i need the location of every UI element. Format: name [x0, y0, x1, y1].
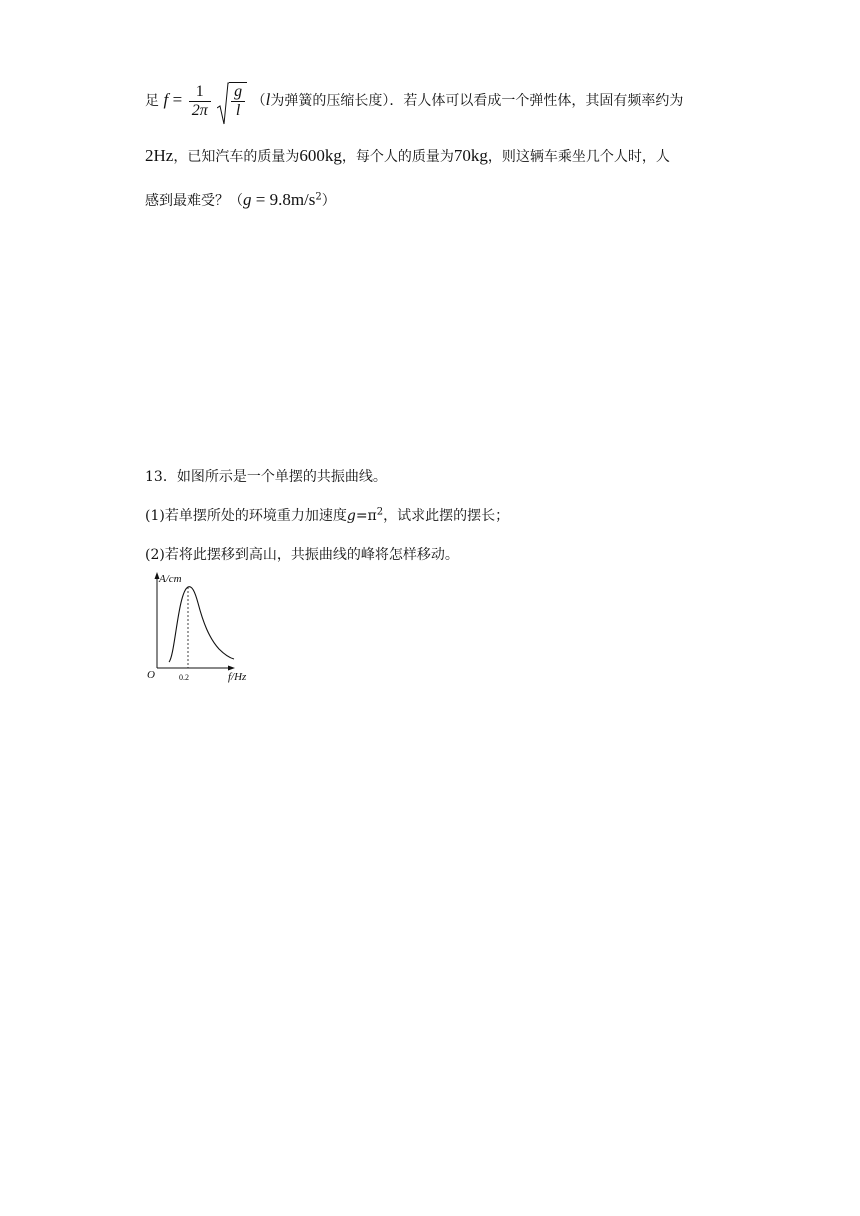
q1-prefix: (1)若单摆所处的环境重力加速度: [145, 508, 347, 524]
text-segment-3: ，则这辆车乘坐几个人时，人: [487, 149, 670, 165]
formula-sqrt: [217, 82, 247, 120]
frequency-value: 2Hz: [145, 146, 174, 165]
closing-paren: ）: [321, 193, 336, 209]
problem13-question2: (2)若将此摆移到高山，共振曲线的峰将怎样移动。: [145, 547, 459, 563]
q1-equals-pi: =π: [355, 508, 377, 524]
formula-fraction: [189, 83, 211, 120]
problem12-line1: [145, 82, 683, 120]
note-text: 为弹簧的压缩长度）．若人体可以看成一个弹性体，其固有频率约为: [270, 93, 684, 109]
problem13-title: 13．如图所示是一个单摆的共振曲线。: [145, 469, 387, 485]
x-axis-arrow-icon: [228, 666, 235, 671]
formula-f: f: [163, 90, 169, 109]
l-variable: l: [265, 90, 271, 109]
paren-open: （: [251, 93, 266, 109]
text-segment-1: ，已知汽车的质量为: [173, 149, 300, 165]
question-text: 感到最难受？（: [145, 193, 243, 209]
radical-sign-icon: [217, 82, 229, 126]
formula-equals: =: [172, 90, 183, 109]
problem12-line2: [145, 146, 670, 167]
problem12-line3: [145, 190, 336, 211]
problem13-question1: [145, 506, 509, 526]
fraction-denominator: 2π: [191, 101, 208, 119]
car-mass-value: 600kg: [299, 146, 342, 165]
fraction-numerator: 1: [189, 83, 211, 102]
lead-text: 足: [145, 93, 159, 109]
x-axis-label: f/Hz: [228, 671, 247, 683]
sqrt-denominator: l: [235, 102, 241, 119]
text-segment-2: ，每个人的质量为: [341, 149, 454, 165]
g-value: = 9.8m/s: [251, 190, 316, 209]
y-axis-label: A/cm: [159, 573, 182, 585]
person-mass-value: 70kg: [453, 146, 488, 165]
g-variable: g: [243, 190, 252, 209]
sqrt-numerator: g: [231, 83, 245, 102]
resonance-curve-line: [169, 587, 234, 662]
sqrt-fraction: [231, 83, 245, 120]
g-exponent: 2: [315, 191, 322, 203]
q1-exponent: 2: [376, 506, 384, 518]
q1-g-variable: g: [346, 508, 356, 524]
origin-label: O: [147, 669, 155, 681]
q1-suffix: ，试求此摆的摆长；: [383, 508, 510, 524]
peak-tick-label: 0.2: [179, 673, 189, 682]
resonance-curve-svg: [145, 570, 260, 685]
resonance-curve-figure: [145, 570, 260, 685]
